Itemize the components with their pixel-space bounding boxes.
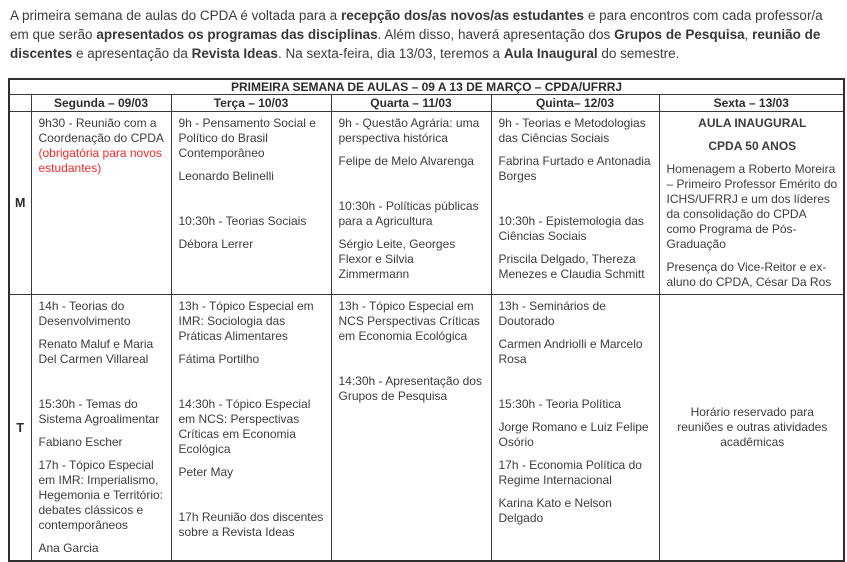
day-header-quinta: Quinta– 12/03 xyxy=(491,95,659,112)
table-title: PRIMEIRA SEMANA DE AULAS – 09 A 13 DE MARÇO – CPDA/UFRRJ xyxy=(9,79,844,95)
mandatory-note: (obrigatória para novos estudantes) xyxy=(38,146,162,175)
schedule-row-t xyxy=(9,295,844,562)
intro-text: e apresentação da xyxy=(72,46,192,61)
corner-cell xyxy=(9,95,31,112)
intro-text: e para encontros com cada professor/a em que serão xyxy=(10,8,823,42)
table-title-row xyxy=(9,79,844,95)
schedule-cell-quinta-m xyxy=(491,112,659,295)
session-entry: 9h30 - Reunião com a Coordenação do CPDA xyxy=(38,116,164,145)
schedule-cell-terca-m xyxy=(171,112,331,295)
session-entry: Karina Kato e Nelson Delgado xyxy=(498,496,612,525)
session-entry: 13h - Tópico Especial em NCS Perspectivas Críticas em Economia Ecológica xyxy=(338,299,480,343)
intro-text: A primeira semana de aulas do CPDA é voltada para a xyxy=(10,8,341,23)
day-header-quarta: Quarta – 11/03 xyxy=(331,95,491,112)
day-header-row xyxy=(9,95,844,112)
session-entry: Jorge Romano e Luiz Felipe Osório xyxy=(498,420,649,449)
session-entry: 13h - Tópico Especial em IMR: Sociologia das Práticas Alimentares xyxy=(178,299,314,343)
intro-text: . Na sexta-feira, dia 13/03, teremos a xyxy=(277,46,504,61)
intro-emphasis: Aula Inaugural xyxy=(503,46,598,61)
session-entry: Homenagem a Roberto Moreira – Primeiro Professor Emérito do ICHS/UFRRJ e um dos líderes da consolidação do CPDA como Programa de Pós-Graduação xyxy=(666,162,838,251)
session-entry: 9h - Questão Agrária: uma perspectiva histórica xyxy=(338,116,480,145)
schedule-cell-segunda-m xyxy=(31,112,171,295)
schedule-cell-quarta-m xyxy=(331,112,491,295)
session-entry: Fabiano Escher xyxy=(38,435,123,449)
session-entry: Horário reservado para reuniões e outras atividades acadêmicas xyxy=(677,405,828,449)
session-entry: 9h - Teorias e Metodologias das Ciências Sociais xyxy=(498,116,646,145)
session-entry: Renato Maluf e Maria Del Carmen Villareal xyxy=(38,337,154,366)
session-entry: 15:30h - Temas do Sistema Agroalimentar xyxy=(38,397,160,426)
session-entry: Débora Lerrer xyxy=(178,237,254,251)
row-label-t: T xyxy=(9,295,31,562)
schedule-table xyxy=(8,78,845,562)
schedule-row-m xyxy=(9,112,844,295)
session-entry: CPDA 50 ANOS xyxy=(708,139,797,153)
intro-text: do semestre. xyxy=(597,46,680,61)
intro-emphasis: Grupos de Pesquisa xyxy=(614,27,745,42)
session-entry: AULA INAUGURAL xyxy=(698,116,807,130)
session-entry: 14h - Teorias do Desenvolvimento xyxy=(38,299,131,328)
session-entry: Fátima Portilho xyxy=(178,352,260,366)
schedule-cell-sexta-t xyxy=(659,295,844,562)
intro-emphasis: reunião de discentes xyxy=(10,27,821,61)
session-entry: Presença do Vice-Reitor e ex-aluno do CPDA, César Da Ros xyxy=(666,260,832,289)
session-entry: 15:30h - Teoria Política xyxy=(498,397,622,411)
intro-text: . Além disso, haverá apresentação dos xyxy=(377,27,615,42)
session-entry: Sérgio Leite, Georges Flexor e Silvia Zimmermann xyxy=(338,237,456,281)
session-entry: 14:30h - Apresentação dos Grupos de Pesquisa xyxy=(338,374,482,403)
session-entry: Felipe de Melo Alvarenga xyxy=(338,154,474,168)
intro-paragraph xyxy=(10,6,842,63)
session-entry: 9h - Pensamento Social e Político do Brasil Contemporâneo xyxy=(178,116,316,160)
session-entry: 10:30h - Epistemologia das Ciências Sociais xyxy=(498,214,644,243)
row-label-m: M xyxy=(9,112,31,295)
session-entry: 10:30h - Teorias Sociais xyxy=(178,214,307,228)
day-header-sexta: Sexta – 13/03 xyxy=(659,95,844,112)
session-entry: 17h - Economia Política do Regime Internacional xyxy=(498,458,642,487)
schedule-cell-sexta-m xyxy=(659,112,844,295)
session-entry: Peter May xyxy=(178,465,234,479)
day-header-segunda: Segunda – 09/03 xyxy=(31,95,171,112)
schedule-cell-quarta-t xyxy=(331,295,491,562)
session-entry: 14:30h - Tópico Especial em NCS: Perspectivas Críticas em Economia Ecológica xyxy=(178,397,311,456)
intro-text: , xyxy=(744,27,753,42)
session-entry: 17h - Tópico Especial em IMR: Imperialismo, Hegemonia e Território: debates clássicos e contemporâneos xyxy=(38,458,164,532)
intro-emphasis: apresentados os programas das disciplinas xyxy=(96,27,378,42)
day-header-terca: Terça – 10/03 xyxy=(171,95,331,112)
session-entry: 10:30h - Políticas públicas para a Agricultura xyxy=(338,199,479,228)
intro-emphasis: recepção dos/as novos/as estudantes xyxy=(340,8,585,23)
session-entry: Carmen Andriolli e Marcelo Rosa xyxy=(498,337,643,366)
schedule-cell-quinta-t xyxy=(491,295,659,562)
intro-emphasis: Revista Ideas xyxy=(191,46,278,61)
session-entry: Fabrina Furtado e Antonadia Borges xyxy=(498,154,651,183)
session-entry: Priscila Delgado, Thereza Menezes e Claudia Schmitt xyxy=(498,252,645,281)
session-entry: 13h - Seminários de Doutorado xyxy=(498,299,606,328)
session-entry: Leonardo Belinelli xyxy=(178,169,274,183)
session-entry: 17h Reunião dos discentes sobre a Revista Ideas xyxy=(178,510,324,539)
schedule-cell-terca-t xyxy=(171,295,331,562)
session-entry: Ana Garcia xyxy=(38,541,99,555)
schedule-cell-segunda-t xyxy=(31,295,171,562)
